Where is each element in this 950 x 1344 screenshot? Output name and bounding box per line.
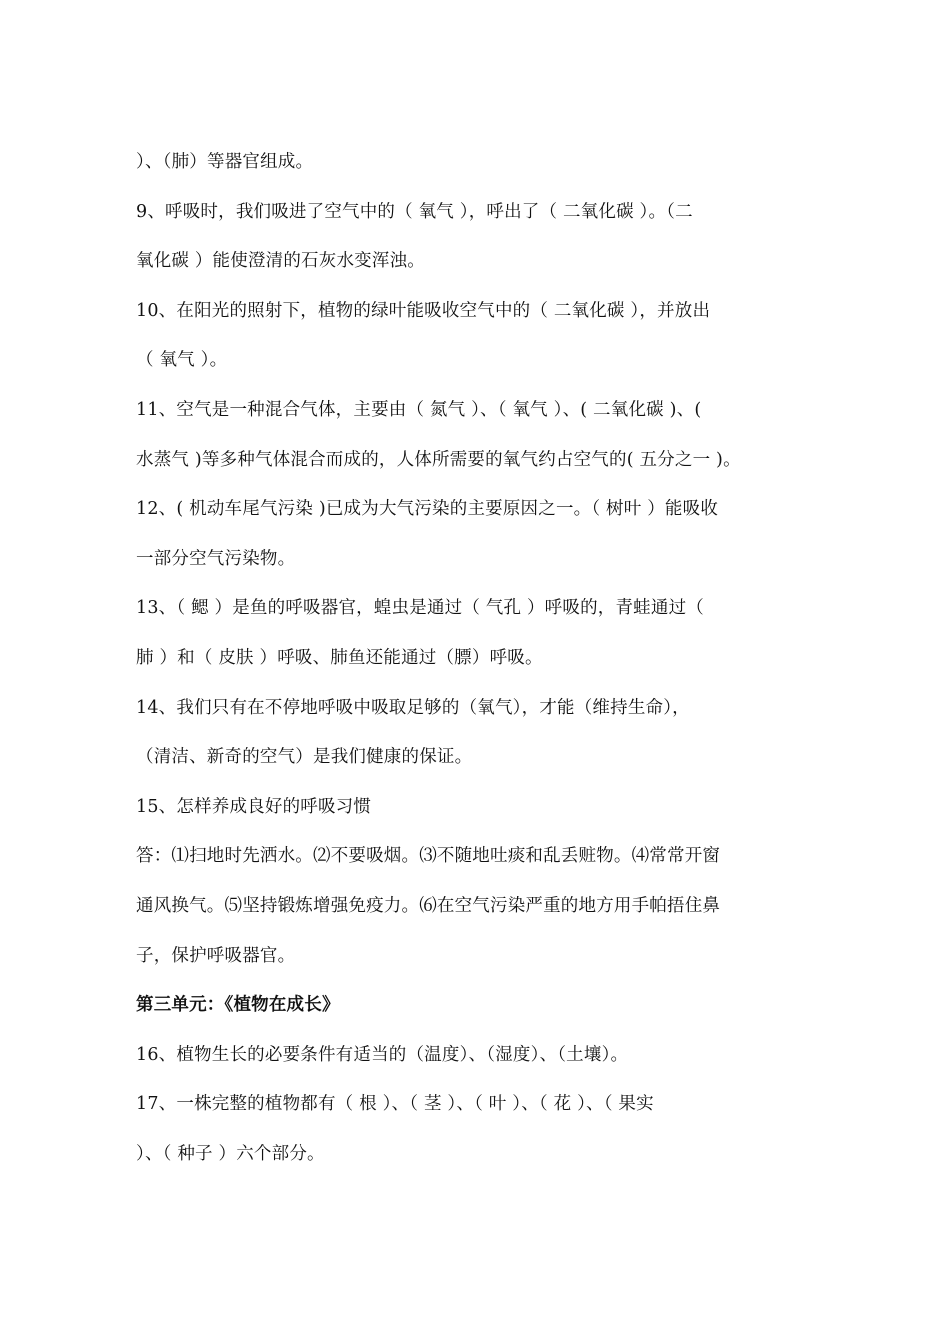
text-line: 一部分空气污染物。 <box>136 548 296 569</box>
text-line: 答：⑴扫地时先洒水。⑵不要吸烟。⑶不随地吐痰和乱丢赃物。⑷常常开窗 <box>136 846 721 867</box>
text-line: 12、( 机动车尾气污染 )已成为大气污染的主要原因之一。（ 树叶 ）能吸收 <box>136 499 719 520</box>
section-heading: 第三单元：《植物在成长》 <box>136 995 340 1016</box>
text-line: 水蒸气 )等多种气体混合而成的，人体所需要的氧气约占空气的( 五分之一 )。 <box>136 449 741 470</box>
text-line: 16、植物生长的必要条件有适当的（温度）、（湿度）、（土壤）。 <box>136 1044 629 1065</box>
text-line: 子，保护呼吸器官。 <box>136 945 296 966</box>
text-line: 11、空气是一种混合气体，主要由（ 氮气 ）、（ 氧气 ）、( 二氧化碳 )、( <box>136 399 702 420</box>
text-line: 通风换气。⑸坚持锻炼增强免疫力。⑹在空气污染严重的地方用手帕捂住鼻 <box>136 895 721 916</box>
text-line: （ 氧气 ）。 <box>136 350 228 371</box>
text-line: 10、在阳光的照射下，植物的绿叶能吸收空气中的（ 二氧化碳 ），并放出 <box>136 300 711 321</box>
text-line: ）、（肺）等器官组成。 <box>136 152 314 172</box>
text-line: 13、（ 鳃 ）是鱼的呼吸器官，蝗虫是通过（ 气孔 ）呼吸的，青蛙通过（ <box>136 598 704 619</box>
text-line: 9、呼吸时，我们吸进了空气中的（ 氧气 ），呼出了（ 二氧化碳 ）。（二 <box>136 201 693 222</box>
document-page <box>136 138 786 1179</box>
text-line: ）、（ 种子 ）六个部分。 <box>136 1143 325 1164</box>
text-line: （清洁、新奇的空气）是我们健康的保证。 <box>136 747 473 768</box>
text-line: 氧化碳 ）能使澄清的石灰水变浑浊。 <box>136 251 425 272</box>
text-line: 17、一株完整的植物都有（ 根 ）、（ 茎 ）、（ 叶 ）、（ 花 ）、（ 果实 <box>136 1094 654 1115</box>
text-line: 15、怎样养成良好的呼吸习惯 <box>136 796 372 817</box>
text-line: 14、我们只有在不停地呼吸中吸取足够的（氧气），才能（维持生命）， <box>136 697 690 718</box>
text-line: 肺 ）和（ 皮肤 ）呼吸、肺鱼还能通过（膘）呼吸。 <box>136 647 543 668</box>
